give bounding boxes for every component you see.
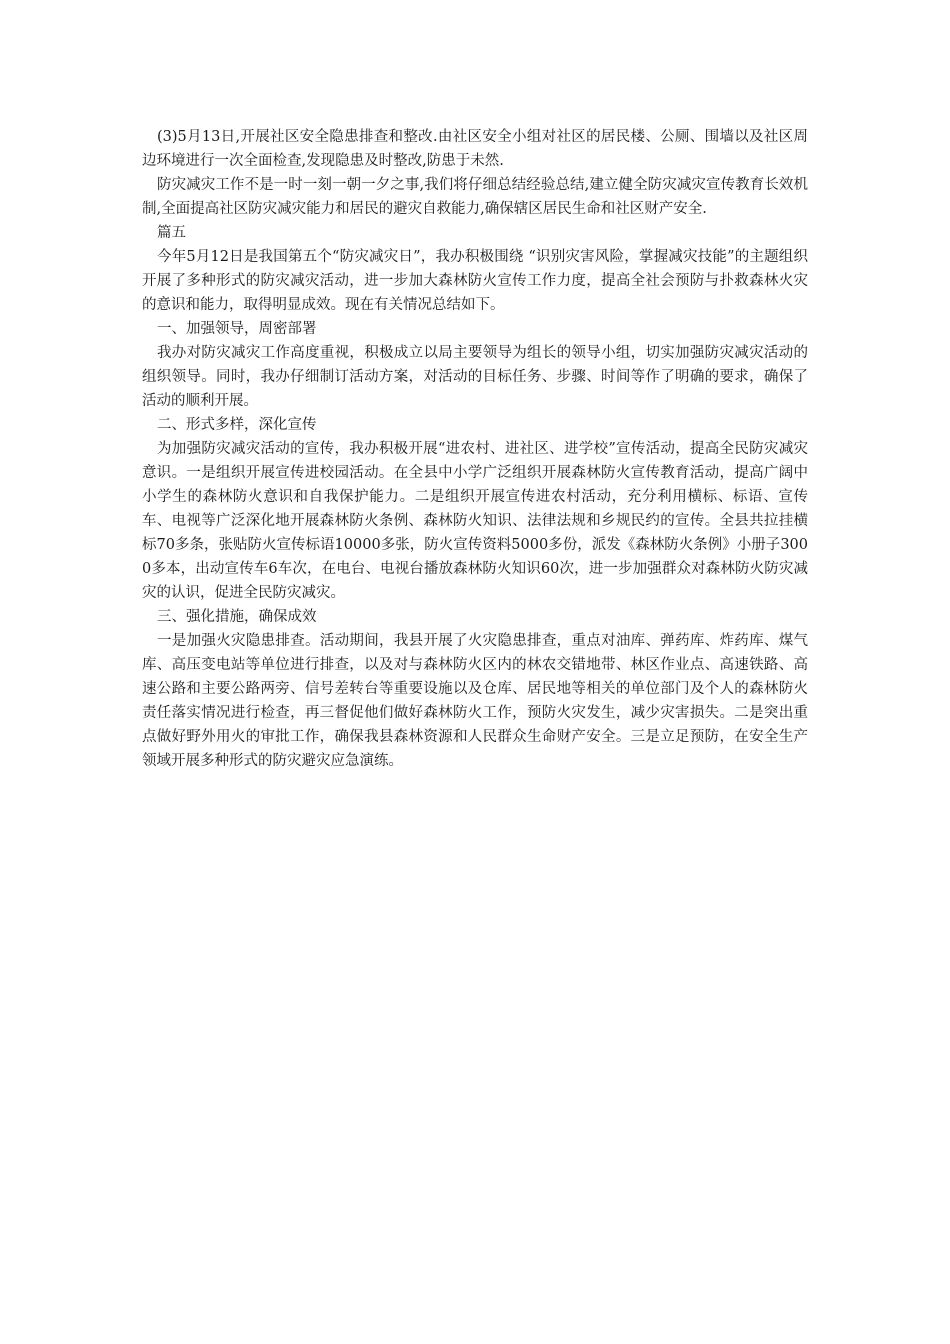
paragraph-publicity: 为加强防灾减灾活动的宣传，我办积极开展“进农村、进社区、进学校”宣传活动，提高全民防灾减灾意识。一是组织开展宣传进校园活动。在全县中小学广泛组织开展森林防火宣传教育活动，提高广阔中小学生的森林防火意识和自我保护能力。二是组织开展宣传进农村活动，充分利用横标、标语、宣传车、电视等广泛深化地开展森林防火条例、森林防火知识、法律法规和乡规民约的宣传。全县共拉挂横标70多条，张贴防火宣传标语10000多张，防火宣传资料5000多份，派发《森林防火条例》小册子3000多本，出动宣传车6车次，在电台、电视台播放森林防火知识60次，进一步加强群众对森林防火防灾减灾的认识，促进全民防灾减灾。 [142,441,808,601]
section-title-part-five: 篇五 [157,225,186,241]
paragraph-intro: 今年5月12日是我国第五个“防灾减灾日”，我办积极围绕 “识别灾害风险，掌握减灾技能”的主题组织开展了多种形式的防灾减灾活动，进一步加大森林防火宣传工作力度，提高全社会预防与扑救森林火灾的意识和能力，取得明显成效。现在有关情况总结如下。 [142,249,808,313]
paragraph-leadership: 我办对防灾减灾工作高度重视，积极成立以局主要领导为组长的领导小组，切实加强防灾减灾活动的组织领导。同时，我办仔细制订活动方案，对活动的目标任务、步骤、时间等作了明确的要求，确保了活动的顺利开展。 [142,345,808,409]
heading-strengthen-leadership: 一、加强领导，周密部署 [157,321,317,337]
paragraph-long-term-mechanism: 防灾减灾工作不是一时一刻一朝一夕之事,我们将仔细总结经验总结,建立健全防灾减灾宣传教育长效机制,全面提高社区防灾减灾能力和居民的避灾自救能力,确保辖区居民生命和社区财产安全. [142,177,808,217]
heading-strengthen-measures: 三、强化措施，确保成效 [157,609,317,625]
paragraph-community-inspection: (3)5月13日,开展社区安全隐患排查和整改.由社区安全小组对社区的居民楼、公厕、围墙以及社区周边环境进行一次全面检查,发现隐患及时整改,防患于未然. [142,129,808,169]
document-page [142,125,808,773]
paragraph-measures: 一是加强火灾隐患排查。活动期间，我县开展了火灾隐患排查，重点对油库、弹药库、炸药库、煤气库、高压变电站等单位进行排查，以及对与森林防火区内的林农交错地带、林区作业点、高速铁路、高速公路和主要公路两旁、信号差转台等重要设施以及仓库、居民地等相关的单位部门及个人的森林防火责任落实情况进行检查，再三督促他们做好森林防火工作，预防火灾发生，减少灾害损失。二是突出重点做好野外用火的审批工作，确保我县森林资源和人民群众生命财产安全。三是立足预防，在安全生产领域开展多种形式的防灾避灾应急演练。 [142,633,808,769]
heading-diverse-publicity: 二、形式多样，深化宣传 [157,417,317,433]
